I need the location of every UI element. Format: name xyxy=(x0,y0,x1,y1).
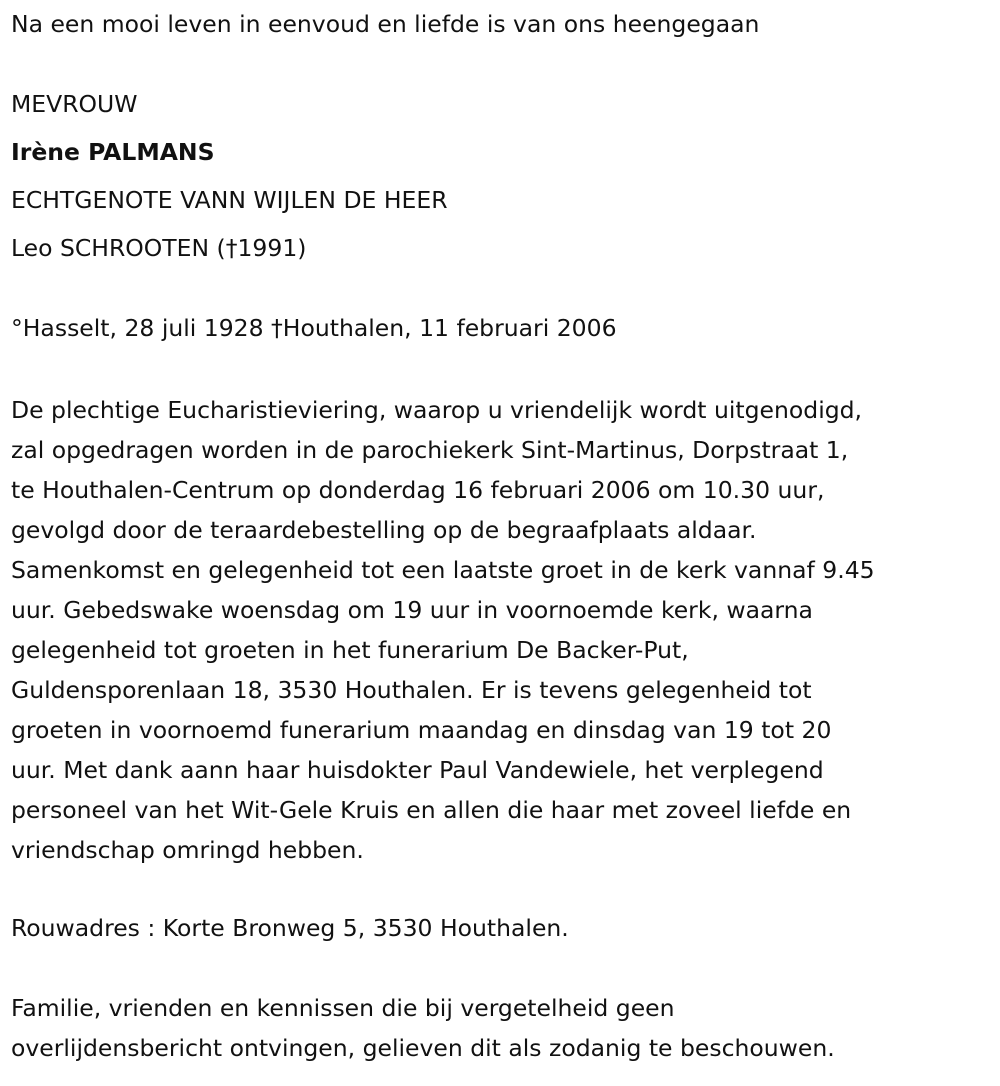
paragraph-line: te Houthalen-Centrum op donderdag 16 februari 2006 om 10.30 uur, xyxy=(11,476,825,504)
paragraph-line: vriendschap omringd hebben. xyxy=(11,836,364,864)
paragraph-line: personeel van het Wit-Gele Kruis en allen die haar met zoveel liefde en xyxy=(11,796,852,824)
obituary-notice xyxy=(11,0,996,1068)
spouse-name: Leo SCHROOTEN (†1991) xyxy=(11,234,307,262)
spacer xyxy=(11,48,996,80)
paragraph-line: uur. Gebedswake woensdag om 19 uur in voornoemde kerk, waarna xyxy=(11,596,813,624)
paragraph-line: Familie, vrienden en kennissen die bij vergetelheid geen xyxy=(11,994,675,1022)
paragraph-line: De plechtige Eucharistieviering, waarop u vriendelijk wordt uitgenodigd, xyxy=(11,396,863,424)
spacer xyxy=(11,272,996,304)
ceremony-paragraph xyxy=(11,390,996,870)
intro-text: Na een mooi leven in eenvoud en liefde is van ons heengegaan xyxy=(11,10,760,38)
life-dates: °Hasselt, 28 juli 1928 †Houthalen, 11 februari 2006 xyxy=(11,314,617,342)
paragraph-line: zal opgedragen worden in de parochiekerk Sint-Martinus, Dorpstraat 1, xyxy=(11,436,849,464)
paragraph-line: Guldensporenlaan 18, 3530 Houthalen. Er is tevens gelegenheid tot xyxy=(11,676,812,704)
paragraph-line: Samenkomst en gelegenheid tot een laatste groet in de kerk vannaf 9.45 xyxy=(11,556,875,584)
paragraph-line: groeten in voornoemd funerarium maandag en dinsdag van 19 tot 20 xyxy=(11,716,832,744)
spouse-relation: ECHTGENOTE VANN WIJLEN DE HEER xyxy=(11,186,448,214)
spacer xyxy=(11,948,996,988)
closing-paragraph xyxy=(11,988,996,1068)
paragraph-line: uur. Met dank aann haar huisdokter Paul Vandewiele, het verplegend xyxy=(11,756,824,784)
mourning-address: Rouwadres : Korte Bronweg 5, 3530 Houthalen. xyxy=(11,914,569,942)
paragraph-line: gelegenheid tot groeten in het funerarium De Backer-Put, xyxy=(11,636,689,664)
paragraph-line: gevolgd door de teraardebestelling op de begraafplaats aldaar. xyxy=(11,516,757,544)
spacer xyxy=(11,870,996,908)
deceased-name: Irène PALMANS xyxy=(11,138,215,166)
spacer xyxy=(11,352,996,384)
paragraph-line: overlijdensbericht ontvingen, gelieven dit als zodanig te beschouwen. xyxy=(11,1034,835,1062)
title-prefix: MEVROUW xyxy=(11,90,138,118)
